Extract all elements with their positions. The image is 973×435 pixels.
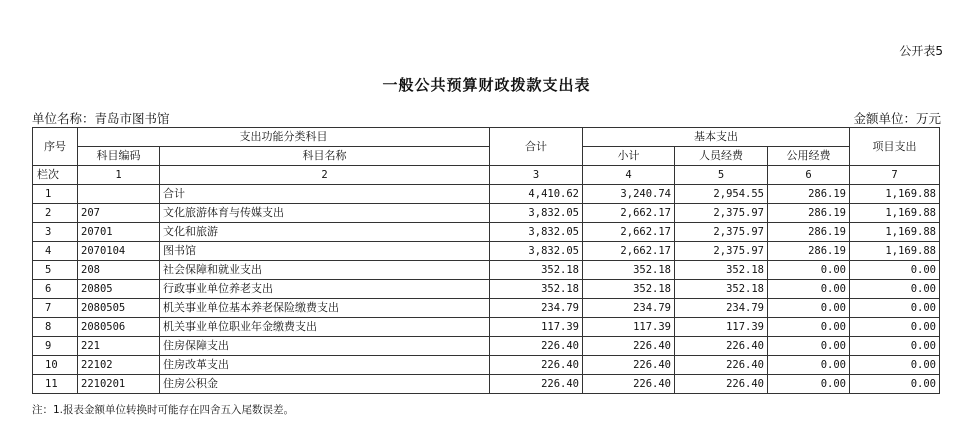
subtotal-cell: 2,662.17 <box>583 242 675 261</box>
project-cell: 1,169.88 <box>850 204 940 223</box>
name-cell: 住房改革支出 <box>160 356 490 375</box>
total-cell: 226.40 <box>490 337 583 356</box>
personnel-cell: 226.40 <box>675 375 768 394</box>
personnel-cell: 2,375.97 <box>675 223 768 242</box>
name-cell: 合计 <box>160 185 490 204</box>
table-row <box>33 261 940 280</box>
seq-cell: 11 <box>33 375 78 394</box>
total-cell: 226.40 <box>490 356 583 375</box>
index-cell: 1 <box>78 166 160 185</box>
col-header-name: 科目名称 <box>160 147 490 166</box>
project-cell: 1,169.88 <box>850 223 940 242</box>
col-header-personnel: 人员经费 <box>675 147 768 166</box>
subtotal-cell: 2,662.17 <box>583 223 675 242</box>
total-cell: 4,410.62 <box>490 185 583 204</box>
index-cell: 7 <box>850 166 940 185</box>
index-cell: 4 <box>583 166 675 185</box>
subtotal-cell: 3,240.74 <box>583 185 675 204</box>
total-cell: 117.39 <box>490 318 583 337</box>
name-cell: 机关事业单位基本养老保险缴费支出 <box>160 299 490 318</box>
table-row <box>33 223 940 242</box>
project-cell: 1,169.88 <box>850 242 940 261</box>
subtotal-cell: 352.18 <box>583 261 675 280</box>
subtotal-cell: 352.18 <box>583 280 675 299</box>
public-cell: 0.00 <box>768 375 850 394</box>
table-row <box>33 204 940 223</box>
col-header-func-group: 支出功能分类科目 <box>78 128 490 147</box>
code-cell: 20805 <box>78 280 160 299</box>
code-cell: 2080506 <box>78 318 160 337</box>
public-cell: 0.00 <box>768 261 850 280</box>
seq-cell: 9 <box>33 337 78 356</box>
seq-cell: 5 <box>33 261 78 280</box>
table-row <box>33 375 940 394</box>
code-cell: 22102 <box>78 356 160 375</box>
code-cell: 208 <box>78 261 160 280</box>
name-cell: 图书馆 <box>160 242 490 261</box>
seq-cell: 6 <box>33 280 78 299</box>
subtotal-cell: 226.40 <box>583 356 675 375</box>
code-cell: 221 <box>78 337 160 356</box>
public-cell: 0.00 <box>768 299 850 318</box>
index-cell: 3 <box>490 166 583 185</box>
personnel-cell: 226.40 <box>675 337 768 356</box>
footnote: 注：1.报表金额单位转换时可能存在四舍五入尾数误差。 <box>32 404 295 416</box>
code-cell: 20701 <box>78 223 160 242</box>
index-row <box>33 166 940 185</box>
header-row-2 <box>33 147 940 166</box>
name-cell: 社会保障和就业支出 <box>160 261 490 280</box>
col-header-subtotal: 小计 <box>583 147 675 166</box>
table-number-tag: 公开表5 <box>899 44 943 58</box>
public-cell: 286.19 <box>768 204 850 223</box>
table-row <box>33 299 940 318</box>
personnel-cell: 226.40 <box>675 356 768 375</box>
total-cell: 3,832.05 <box>490 204 583 223</box>
project-cell: 0.00 <box>850 261 940 280</box>
index-cell: 5 <box>675 166 768 185</box>
public-cell: 286.19 <box>768 223 850 242</box>
total-cell: 352.18 <box>490 280 583 299</box>
seq-cell: 7 <box>33 299 78 318</box>
name-cell: 文化旅游体育与传媒支出 <box>160 204 490 223</box>
code-cell: 207 <box>78 204 160 223</box>
public-cell: 0.00 <box>768 337 850 356</box>
personnel-cell: 234.79 <box>675 299 768 318</box>
project-cell: 0.00 <box>850 318 940 337</box>
table-row <box>33 280 940 299</box>
public-cell: 286.19 <box>768 242 850 261</box>
col-header-basic-group: 基本支出 <box>583 128 850 147</box>
public-cell: 0.00 <box>768 318 850 337</box>
code-cell <box>78 185 160 204</box>
subtotal-cell: 226.40 <box>583 375 675 394</box>
personnel-cell: 2,954.55 <box>675 185 768 204</box>
name-cell: 文化和旅游 <box>160 223 490 242</box>
total-cell: 3,832.05 <box>490 223 583 242</box>
table-row <box>33 337 940 356</box>
col-header-project: 项目支出 <box>850 128 940 166</box>
seq-cell: 10 <box>33 356 78 375</box>
index-cell: 2 <box>160 166 490 185</box>
seq-cell: 2 <box>33 204 78 223</box>
name-cell: 机关事业单位职业年金缴费支出 <box>160 318 490 337</box>
project-cell: 0.00 <box>850 280 940 299</box>
expenditure-table <box>32 127 940 394</box>
unit-name-label: 单位名称：青岛市图书馆 <box>32 111 170 126</box>
money-unit-label: 金额单位：万元 <box>853 111 941 126</box>
col-header-total: 合计 <box>490 128 583 166</box>
col-header-seq: 序号 <box>33 128 78 166</box>
seq-cell: 3 <box>33 223 78 242</box>
subtotal-cell: 2,662.17 <box>583 204 675 223</box>
public-cell: 286.19 <box>768 185 850 204</box>
name-cell: 住房保障支出 <box>160 337 490 356</box>
total-cell: 3,832.05 <box>490 242 583 261</box>
personnel-cell: 352.18 <box>675 261 768 280</box>
index-cell: 6 <box>768 166 850 185</box>
name-cell: 行政事业单位养老支出 <box>160 280 490 299</box>
personnel-cell: 2,375.97 <box>675 204 768 223</box>
project-cell: 0.00 <box>850 337 940 356</box>
code-cell: 2210201 <box>78 375 160 394</box>
subtotal-cell: 117.39 <box>583 318 675 337</box>
table-row <box>33 356 940 375</box>
personnel-cell: 352.18 <box>675 280 768 299</box>
seq-cell: 1 <box>33 185 78 204</box>
index-cell: 栏次 <box>33 166 78 185</box>
personnel-cell: 2,375.97 <box>675 242 768 261</box>
public-cell: 0.00 <box>768 356 850 375</box>
table-row <box>33 318 940 337</box>
project-cell: 0.00 <box>850 299 940 318</box>
total-cell: 226.40 <box>490 375 583 394</box>
table-row <box>33 242 940 261</box>
code-cell: 2080505 <box>78 299 160 318</box>
code-cell: 2070104 <box>78 242 160 261</box>
header-row-1 <box>33 128 940 147</box>
public-cell: 0.00 <box>768 280 850 299</box>
seq-cell: 4 <box>33 242 78 261</box>
page-title: 一般公共预算财政拨款支出表 <box>382 76 591 94</box>
project-cell: 0.00 <box>850 375 940 394</box>
total-cell: 234.79 <box>490 299 583 318</box>
total-cell: 352.18 <box>490 261 583 280</box>
col-header-public: 公用经费 <box>768 147 850 166</box>
name-cell: 住房公积金 <box>160 375 490 394</box>
subtotal-cell: 226.40 <box>583 337 675 356</box>
personnel-cell: 117.39 <box>675 318 768 337</box>
seq-cell: 8 <box>33 318 78 337</box>
project-cell: 1,169.88 <box>850 185 940 204</box>
table-row <box>33 185 940 204</box>
subtotal-cell: 234.79 <box>583 299 675 318</box>
project-cell: 0.00 <box>850 356 940 375</box>
col-header-code: 科目编码 <box>78 147 160 166</box>
